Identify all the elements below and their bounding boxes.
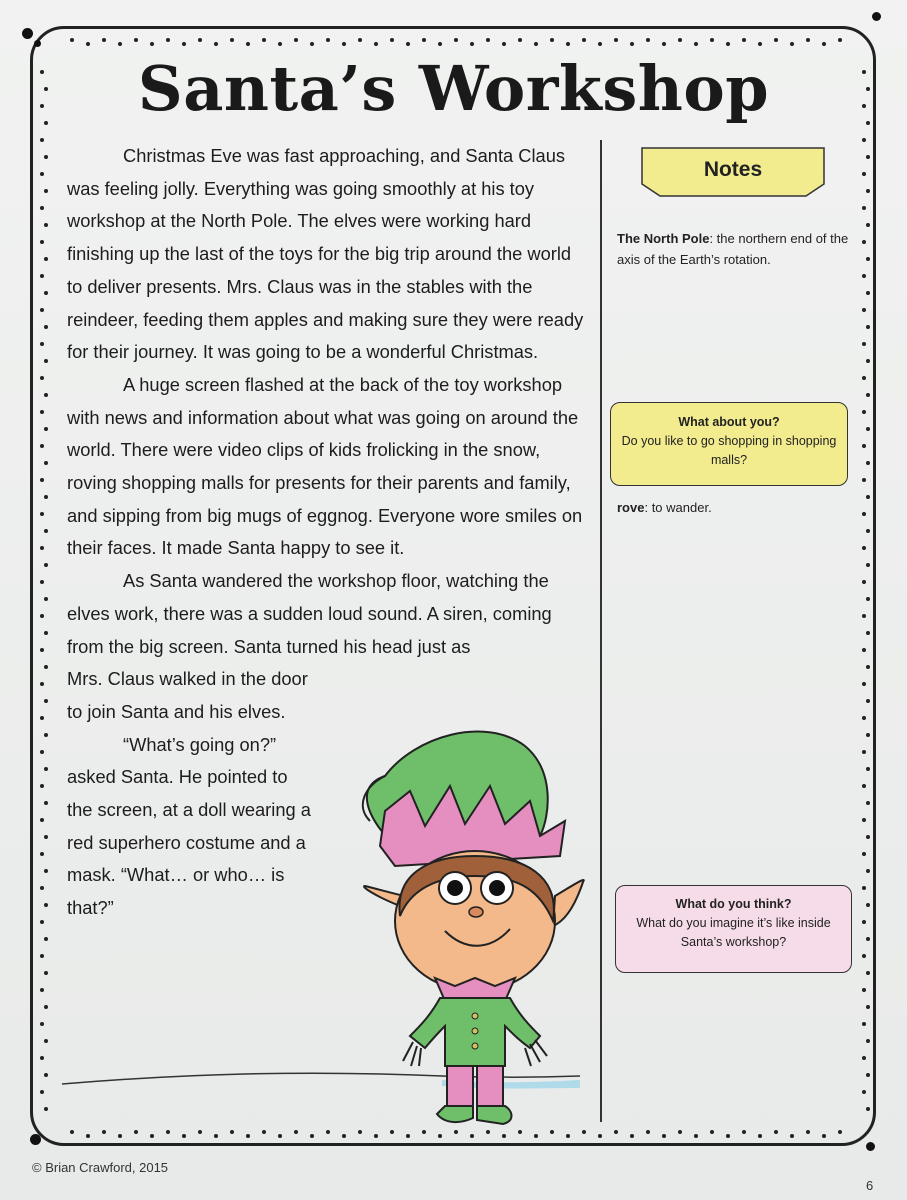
border-dot bbox=[614, 1130, 618, 1134]
border-dot bbox=[166, 1130, 170, 1134]
border-dot bbox=[422, 38, 426, 42]
border-dot bbox=[134, 38, 138, 42]
border-dot bbox=[262, 1130, 266, 1134]
border-dot bbox=[150, 42, 154, 46]
border-dot bbox=[262, 38, 266, 42]
border-dot bbox=[742, 1130, 746, 1134]
border-dot bbox=[598, 42, 602, 46]
definition-text: : the northern end of the axis of the Earth’s rotation. bbox=[617, 231, 849, 267]
page-title: Santa’s Workshop bbox=[137, 52, 770, 125]
definition-north-pole bbox=[617, 228, 857, 270]
border-dot bbox=[166, 38, 170, 42]
story-paragraph: A huge screen flashed at the back of the toy workshop with news and information about what was going on around the world. There were video clips of kids frolicking in the snow, roving shopping malls for presents for their parents and family, and sipping from big mugs of eggnog. Everyone wore smiles on their faces. It made Santa happy to see it. bbox=[67, 373, 583, 559]
border-dot bbox=[182, 42, 186, 46]
border-dot bbox=[710, 1130, 714, 1134]
border-dot bbox=[294, 38, 298, 42]
copyright-text: © Brian Crawford, 2015 bbox=[32, 1160, 169, 1175]
border-dot bbox=[630, 42, 634, 46]
border-dot bbox=[278, 42, 282, 46]
story-paragraph: As Santa wandered the workshop floor, watching the elves work, there was a sudden loud sound. A siren, coming from the big screen. Santa turned his head just as bbox=[67, 570, 552, 657]
corner-dot-bottom-right bbox=[866, 1142, 875, 1151]
what-do-you-think-box bbox=[615, 885, 852, 973]
border-dot bbox=[646, 38, 650, 42]
border-dot bbox=[758, 42, 762, 46]
border-dot bbox=[822, 42, 826, 46]
border-dot bbox=[454, 38, 458, 42]
border-dot bbox=[486, 38, 490, 42]
border-dot bbox=[438, 42, 442, 46]
border-dot bbox=[550, 38, 554, 42]
border-dot bbox=[294, 1130, 298, 1134]
border-dot bbox=[118, 1134, 122, 1138]
what-about-you-box bbox=[610, 402, 848, 486]
notes-banner bbox=[640, 146, 826, 198]
border-dot bbox=[790, 42, 794, 46]
definition-term: rove bbox=[617, 500, 645, 515]
border-dot bbox=[102, 1130, 106, 1134]
border-dot bbox=[390, 38, 394, 42]
border-dot bbox=[406, 42, 410, 46]
border-dot bbox=[374, 42, 378, 46]
border-dot bbox=[566, 42, 570, 46]
border-dot bbox=[694, 42, 698, 46]
definition-rove bbox=[617, 497, 857, 518]
border-dot bbox=[806, 38, 810, 42]
border-dot bbox=[646, 1130, 650, 1134]
border-dot bbox=[470, 42, 474, 46]
corner-dot-top-right bbox=[872, 12, 881, 21]
corner-dot-top-left-2 bbox=[34, 40, 41, 47]
notes-label: Notes bbox=[703, 158, 763, 181]
border-dot bbox=[182, 1134, 186, 1138]
border-dot bbox=[214, 42, 218, 46]
border-dot bbox=[198, 1130, 202, 1134]
border-dot bbox=[230, 1130, 234, 1134]
border-dot bbox=[102, 38, 106, 42]
border-dot bbox=[150, 1134, 154, 1138]
story-paragraph: “What’s going on?” asked Santa. He pointed to the screen, at a doll wearing a red superhero costume and a mask. “What… or who… is that?” bbox=[67, 733, 311, 919]
corner-dot-bottom-left bbox=[30, 1134, 41, 1145]
border-dot bbox=[774, 1130, 778, 1134]
border-dot bbox=[246, 1134, 250, 1138]
border-dot bbox=[70, 1130, 74, 1134]
border-dot bbox=[662, 42, 666, 46]
border-dot bbox=[502, 42, 506, 46]
border-dot bbox=[582, 38, 586, 42]
border-dot bbox=[310, 1134, 314, 1138]
border-dot bbox=[726, 1134, 730, 1138]
border-dot bbox=[678, 1130, 682, 1134]
border-dot bbox=[662, 1134, 666, 1138]
box-heading: What about you? bbox=[678, 415, 780, 429]
column-divider bbox=[600, 140, 602, 1122]
border-dot bbox=[342, 42, 346, 46]
border-dot bbox=[86, 42, 90, 46]
definition-text: : to wander. bbox=[644, 500, 712, 515]
border-dot bbox=[758, 1134, 762, 1138]
border-dot bbox=[838, 38, 842, 42]
border-dot bbox=[822, 1134, 826, 1138]
border-dot bbox=[358, 38, 362, 42]
border-dot bbox=[246, 42, 250, 46]
border-dot bbox=[70, 38, 74, 42]
border-dot bbox=[838, 1130, 842, 1134]
border-dot bbox=[198, 38, 202, 42]
border-dot bbox=[678, 38, 682, 42]
border-dot bbox=[278, 1134, 282, 1138]
border-dot bbox=[790, 1134, 794, 1138]
border-dot bbox=[134, 1130, 138, 1134]
border-dot bbox=[518, 38, 522, 42]
page-number: 6 bbox=[866, 1178, 874, 1193]
story-paragraph: Christmas Eve was fast approaching, and Santa Claus was feeling jolly. Everything was going smoothly at his toy workshop at the North Pole. The elves were working hard finishing up the last of the toys for the big trip around the world to deliver presents. Mrs. Claus was in the stables with the reindeer, feeding them apples and making sure they were ready for their journey. It was going to be a wonderful Christmas. bbox=[67, 145, 584, 363]
border-dot bbox=[118, 42, 122, 46]
story-paragraph: Mrs. Claus walked in the door to join Santa and his elves. bbox=[67, 668, 308, 722]
border-dot bbox=[806, 1130, 810, 1134]
border-dot bbox=[326, 38, 330, 42]
border-dot bbox=[310, 42, 314, 46]
definition-term: The North Pole bbox=[617, 231, 710, 246]
corner-dot-top-left bbox=[22, 28, 33, 39]
border-dot bbox=[694, 1134, 698, 1138]
box-text: What do you imagine it’s like inside Santa’s workshop? bbox=[636, 916, 831, 949]
border-dot bbox=[614, 38, 618, 42]
border-dot bbox=[774, 38, 778, 42]
border-dot bbox=[214, 1134, 218, 1138]
border-dot bbox=[86, 1134, 90, 1138]
border-dot bbox=[710, 38, 714, 42]
box-text: Do you like to go shopping in shopping malls? bbox=[621, 434, 837, 467]
elf-illustration-icon bbox=[325, 716, 595, 1136]
border-dot bbox=[726, 42, 730, 46]
border-dot bbox=[534, 42, 538, 46]
box-heading: What do you think? bbox=[675, 897, 792, 911]
border-dot bbox=[742, 38, 746, 42]
border-dot bbox=[630, 1134, 634, 1138]
border-dot bbox=[598, 1134, 602, 1138]
border-dot bbox=[230, 38, 234, 42]
